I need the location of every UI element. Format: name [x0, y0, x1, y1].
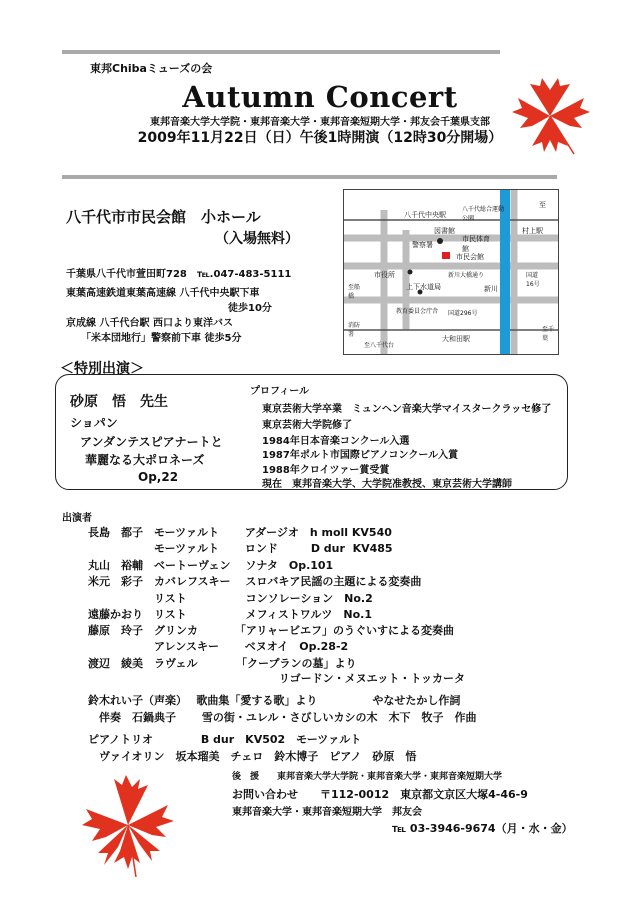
top-rule [62, 50, 500, 54]
piece-opus: Op,22 [138, 470, 179, 484]
map-label-route296: 国道296号 [448, 310, 478, 317]
map-label-city-hall: 市役所 [374, 271, 395, 279]
performer-row: 米元 彩子 カバレフスキー スロバキア民謡の主題による変奏曲 [88, 575, 422, 588]
map-label-gym: 市民体育館 [462, 235, 490, 253]
profile-title: プロフィール [250, 386, 309, 397]
map-label-murakami: 村上駅 [522, 227, 543, 235]
contact-org: 東邦音楽大学・東邦音楽短期大学 邦友会 [232, 807, 422, 818]
venue-name: 八千代市市民会館 小ホール [66, 208, 261, 226]
map-label-funabashi: 至船橋 [348, 284, 361, 300]
map-label-yachiyo-center: 八千代中央駅 [404, 211, 446, 219]
map-label-library: 図書館 [434, 227, 455, 235]
maple-leaf-bottom-icon [80, 773, 176, 877]
special-heading: ＜特別出演＞ [60, 361, 144, 377]
map-label-owada: 大和田駅 [442, 335, 470, 343]
access-train-line2: 徒歩10分 [228, 303, 272, 314]
piece-composer: ショパン [70, 416, 118, 430]
venue-map [343, 189, 559, 355]
access-train-line1: 東葉高速鉄道東葉高速線 八千代中央駅下車 [66, 288, 260, 299]
profile-line: 現在 東邦音楽大学、大学院准教授、東京芸術大学講師 [262, 479, 512, 490]
piece-line1: アンダンテスピアナートと [80, 435, 223, 449]
map-label-fire: 消防署 [348, 322, 361, 338]
map-label-route16: 国道16号 [526, 272, 540, 288]
performer-row: 藤原 玲子 グリンカ 「アリャービエフ」のうぐいすによる変奏曲 [88, 624, 455, 637]
profile-line: 東京芸術大学卒業 ミュンヘン音楽大学マイスタークラッセ修了 [262, 404, 552, 415]
map-label-education: 教育委員会庁舎 [396, 308, 439, 315]
performer-row: 長島 都子 モーツァルト アダージオ h moll KV540 [88, 526, 392, 539]
piece-line2: 華麗なる大ポロネーズ [85, 453, 205, 467]
support: 後 援 東邦音楽大学大学院・東邦音楽大学・東邦音楽短期大学 [232, 772, 503, 782]
map-label-sogo-park: 八千代総合運動公園 [462, 206, 505, 222]
map-label-sakura: 至 [539, 201, 546, 209]
map-label-shinkawa-bridge: 新川大橋通り [448, 272, 485, 279]
profile-line: 東京芸術大学院修了 [262, 420, 352, 431]
concert-title: Autumn Concert [182, 80, 458, 114]
organizer: 東邦Chibaミューズの会 [90, 62, 213, 75]
guest-name: 砂原 悟 先生 [70, 394, 168, 410]
header-bottom-rule [62, 175, 557, 179]
trio-row: ピアノトリオ B dur KV502 モーツァルト [88, 733, 362, 746]
profile-line: 1987年ポルト市国際ピアノコンクール入賞 [262, 450, 459, 461]
venue-address: 千葉県八千代市萱田町728 ℡.047-483-5111 [66, 269, 292, 280]
access-bus-line2: 「米本団地行」警察前下車 徒歩5分 [81, 333, 242, 344]
vocal-row: 伴奏 石鍋典子 雪の街・ユレル・さびしいカシの木 木下 牧子 作曲 [88, 711, 477, 724]
performer-row: リゴードン・メヌエット・トッカータ [88, 672, 466, 685]
map-label-kamigesui: 上下水道局 [406, 283, 441, 291]
access-bus-line1: 京成線 八千代台駅 西口より東洋バス [66, 318, 233, 329]
performer-row: リスト コンソレーション No.2 [88, 592, 373, 605]
map-label-shimin-kaikan: 市民会館 [456, 253, 484, 261]
performer-row: 遠藤かおり リスト メフィストワルツ No.1 [88, 608, 372, 621]
performer-row: 渡辺 綾美 ラヴェル 「クープランの墓」より [88, 657, 357, 670]
contact: お問い合わせ 〒112-0012 東京都文京区大塚4-46-9 [232, 788, 528, 801]
date-time: 2009年11月22日（日）午後1時開演（12時30分開場） [137, 130, 503, 146]
hosts: 東邦音楽大学大学院・東邦音楽大学・東邦音楽短期大学・邦友会千葉県支部 [150, 117, 490, 128]
admission: （入場無料） [215, 231, 299, 247]
contact-tel: ℡ 03-3946-9674（月・水・金） [392, 822, 573, 835]
map-label-shinkawa: 新川 [484, 285, 498, 293]
maple-leaf-top-icon [510, 76, 592, 156]
trio-row: ヴァイオリン 坂本瑠美 チェロ 鈴木博子 ピアノ 砂原 悟 [88, 750, 417, 763]
vocal-row: 鈴木れい子（声楽） 歌曲集「愛する歌」より やなせたかし作詞 [88, 694, 461, 707]
map-label-yachiyo-dai: 至八千代台 [364, 342, 395, 349]
performer-row: 丸山 裕輔 ベートーヴェン ソナタ Op.101 [88, 559, 334, 572]
profile-line: 1988年クロイツァー賞受賞 [262, 465, 390, 476]
map-label-chiba: 至千葉 [542, 326, 555, 342]
performer-row: モーツァルト ロンド D dur KV485 [88, 542, 393, 555]
performers-label: 出演者 [62, 513, 92, 524]
profile-line: 1984年日本音楽コンクール入選 [262, 436, 410, 447]
map-label-police: 警察署 [412, 241, 433, 249]
performer-row: アレンスキー ベヌオイ Op.28-2 [88, 640, 349, 653]
